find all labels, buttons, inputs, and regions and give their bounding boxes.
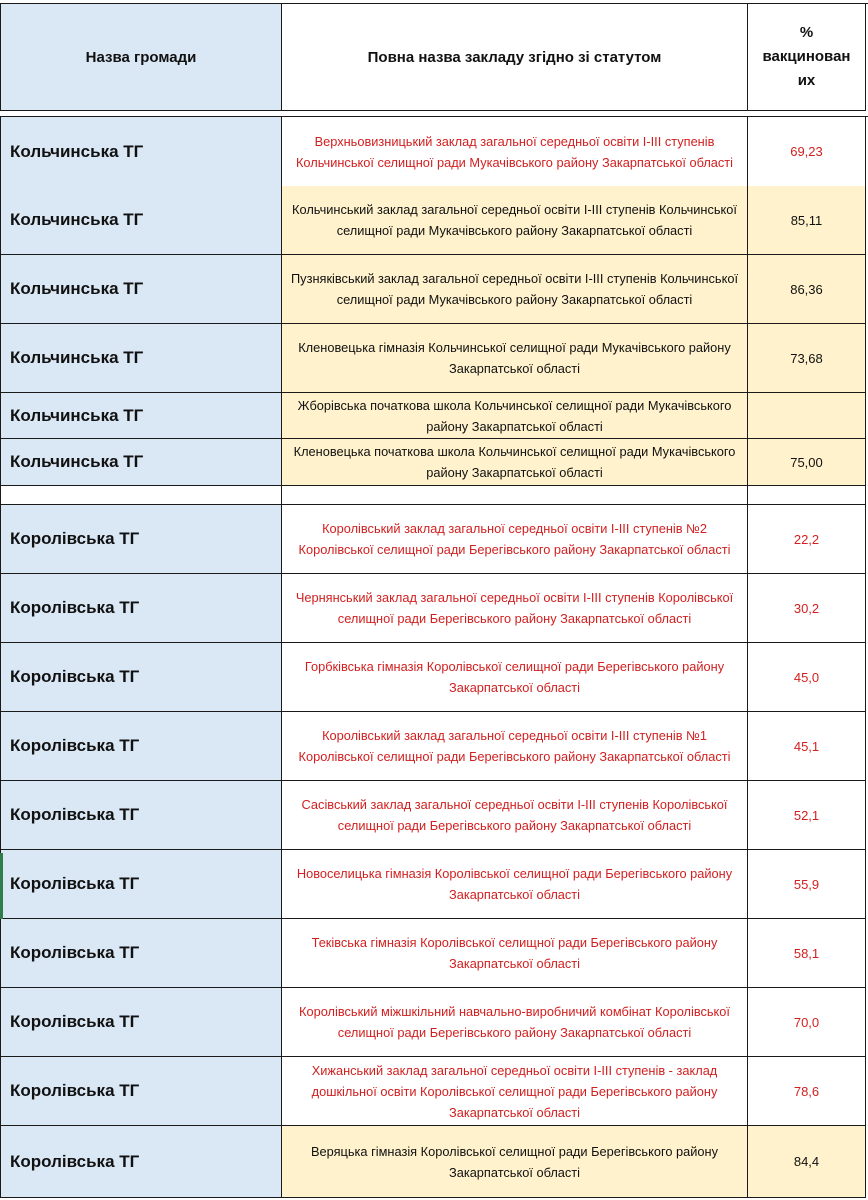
school-cell: Теківська гімназія Королівської селищної ради Берегівського району Закарпатської області [282, 919, 748, 988]
table-row [0, 1126, 868, 1198]
school-cell: Кольчинський заклад загальної середньої освіти І-ІІІ ступенів Кольчинської селищної ради Мукачівського району Закарпатської області [282, 186, 748, 255]
school-cell: Веряцька гімназія Королівської селищної ради Берегівського району Закарпатської області [282, 1126, 748, 1198]
header-community: Назва громади [0, 4, 282, 111]
spacer-cell [282, 486, 748, 505]
percent-cell: 73,68 [748, 324, 866, 393]
community-cell: Королівська ТГ [0, 1126, 282, 1198]
table-row [0, 116, 868, 187]
community-cell: Королівська ТГ [0, 643, 282, 712]
percent-cell: 69,23 [748, 117, 866, 187]
community-cell: Кольчинська ТГ [0, 255, 282, 324]
spacer-cell [0, 486, 282, 505]
table-row [0, 712, 868, 781]
percent-cell: 86,36 [748, 255, 866, 324]
table-header [0, 3, 868, 111]
community-cell: Королівська ТГ [0, 781, 282, 850]
community-cell: Кольчинська ТГ [0, 324, 282, 393]
community-cell: Кольчинська ТГ [0, 439, 282, 486]
header-percent: % вакцинован их [748, 4, 866, 111]
table-row [0, 505, 868, 574]
percent-cell: 70,0 [748, 988, 866, 1057]
community-cell: Кольчинська ТГ [0, 117, 282, 187]
table-row [0, 324, 868, 393]
percent-cell: 52,1 [748, 781, 866, 850]
table-row [0, 255, 868, 324]
percent-cell: 75,00 [748, 439, 866, 486]
school-cell: Пузняківський заклад загальної середньої освіти І-ІІІ ступенів Кольчинської селищної ради Мукачівського району Закарпатської області [282, 255, 748, 324]
percent-cell: 78,6 [748, 1057, 866, 1126]
table-row [0, 919, 868, 988]
table-row [0, 781, 868, 850]
percent-cell: 22,2 [748, 505, 866, 574]
school-cell: Сасівський заклад загальної середньої освіти І-ІІІ ступенів Королівської селищної ради Берегівського району Закарпатської області [282, 781, 748, 850]
school-cell: Хижанський заклад загальної середньої освіти І-ІІІ ступенів - заклад дошкільної освіти Королівської селищної ради Берегівського району Закарпатської області [282, 1057, 748, 1126]
header-school: Повна назва закладу згідно зі статутом [282, 4, 748, 111]
table-row [0, 574, 868, 643]
percent-cell [748, 393, 866, 439]
community-cell: Кольчинська ТГ [0, 393, 282, 439]
community-cell: Кольчинська ТГ [0, 186, 282, 255]
percent-cell: 58,1 [748, 919, 866, 988]
community-cell: Королівська ТГ [0, 505, 282, 574]
school-cell: Королівський міжшкільний навчально-виробничий комбінат Королівської селищної ради Берегівського району Закарпатської області [282, 988, 748, 1057]
table-row [0, 643, 868, 712]
school-cell: Жборівська початкова школа Кольчинської селищної ради Мукачівського району Закарпатської області [282, 393, 748, 439]
table-row [0, 850, 868, 919]
percent-cell: 45,0 [748, 643, 866, 712]
school-cell: Чернянський заклад загальної середньої освіти І-ІІІ ступенів Королівської селищної ради Берегівського району Закарпатської області [282, 574, 748, 643]
school-cell: Верхньовизницький заклад загальної середньої освіти І-ІІІ ступенів Кольчинської селищної ради Мукачівського району Закарпатської області [282, 117, 748, 187]
spacer-row [0, 486, 868, 505]
school-cell: Кленовецька початкова школа Кольчинської селищної ради Мукачівського району Закарпатської області [282, 439, 748, 486]
school-cell: Кленовецька гімназія Кольчинської селищної ради Мукачівського району Закарпатської області [282, 324, 748, 393]
table-row [0, 393, 868, 439]
percent-cell: 84,4 [748, 1126, 866, 1198]
community-cell: Королівська ТГ [0, 712, 282, 781]
school-cell: Новоселицька гімназія Королівської селищної ради Берегівського району Закарпатської області [282, 850, 748, 919]
school-cell: Королівський заклад загальної середньої освіти І-ІІІ ступенів №1 Королівської селищної ради Берегівського району Закарпатської області [282, 712, 748, 781]
percent-cell: 85,11 [748, 186, 866, 255]
table-row [0, 439, 868, 486]
school-cell: Горбківська гімназія Королівської селищної ради Берегівського району Закарпатської області [282, 643, 748, 712]
spacer-cell [748, 486, 866, 505]
community-cell: Королівська ТГ [0, 919, 282, 988]
table-row [0, 1057, 868, 1126]
selection-marker [0, 853, 3, 919]
table-row [0, 186, 868, 255]
community-cell: Королівська ТГ [0, 850, 282, 919]
community-cell: Королівська ТГ [0, 1057, 282, 1126]
community-cell: Королівська ТГ [0, 988, 282, 1057]
table-row [0, 988, 868, 1057]
percent-cell: 55,9 [748, 850, 866, 919]
percent-cell: 45,1 [748, 712, 866, 781]
percent-cell: 30,2 [748, 574, 866, 643]
school-cell: Королівський заклад загальної середньої освіти І-ІІІ ступенів №2 Королівської селищної ради Берегівського району Закарпатської області [282, 505, 748, 574]
community-cell: Королівська ТГ [0, 574, 282, 643]
